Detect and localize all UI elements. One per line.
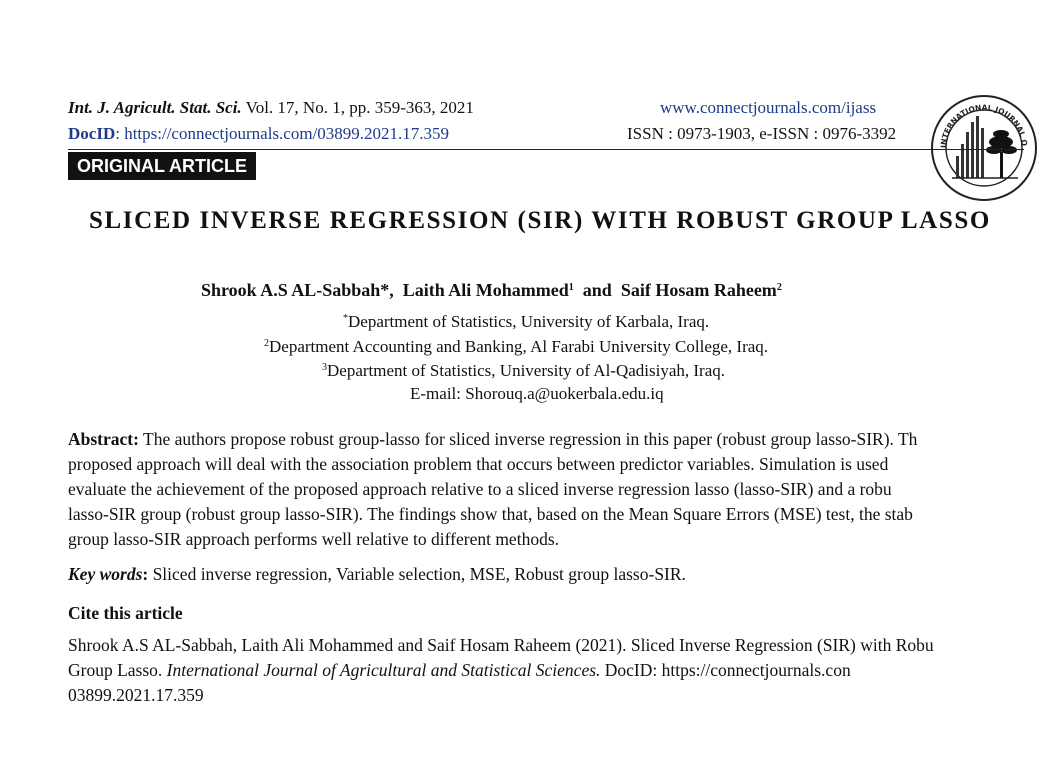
abstract-line-4: lasso-SIR group (robust group lasso-SIR). The findings show that, based on the Mean Square Errors (MSE) test, the stab xyxy=(68,504,913,524)
keywords-label: Key words xyxy=(68,564,143,584)
header-rule xyxy=(68,149,1024,150)
docid-label: DocID xyxy=(68,124,116,143)
cite-line-3: 03899.2021.17.359 xyxy=(68,685,204,705)
author-2: Laith Ali Mohammed xyxy=(402,280,569,300)
abstract-text: The authors propose robust group-lasso for sliced inverse regression in this paper (robust group lasso-SIR). Th xyxy=(143,429,918,449)
affiliation-mark: 3 xyxy=(322,362,327,373)
affiliation-mark: * xyxy=(343,313,348,324)
keywords-line xyxy=(68,562,686,587)
journal-citation xyxy=(68,98,474,118)
cite-line-1: Shrook A.S AL-Sabbah, Laith Ali Mohammed and Saif Hosam Raheem (2021). Sliced Inverse Regression (SIR) with Robu xyxy=(68,635,934,655)
affiliation-2 xyxy=(264,337,768,357)
affiliation-text: Department of Statistics, University of Al-Qadisiyah, Iraq. xyxy=(327,361,725,380)
keywords-colon: : xyxy=(142,564,149,584)
author-list xyxy=(201,280,782,301)
cite-docid[interactable]: DocID: https://connectjournals.con xyxy=(600,660,851,680)
affiliation-mark: 2 xyxy=(264,338,269,349)
abstract-line-5: group lasso-SIR approach performs well relative to different methods. xyxy=(68,529,559,549)
logo-ring-text: INTERNATIONAL JOURNAL O xyxy=(938,102,1030,149)
author-3-affiliation-mark: 2 xyxy=(776,282,782,293)
journal-seal-icon xyxy=(928,92,1040,204)
journal-website-link[interactable]: www.connectjournals.com/ijass xyxy=(660,98,877,117)
author-3: Saif Hosam Raheem xyxy=(620,280,777,300)
author-1: Shrook A.S AL-Sabbah*, xyxy=(201,280,394,300)
abstract-label: Abstract: xyxy=(68,429,139,449)
issn-info: ISSN : 0973-1903, e-ISSN : 0976-3392 xyxy=(627,124,897,143)
corresponding-email[interactable]: E-mail: Shorouq.a@uokerbala.edu.iq xyxy=(410,384,664,403)
journal-logo xyxy=(928,92,1040,204)
cite-journal-name: International Journal of Agricultural and Statistical Sciences. xyxy=(166,660,601,680)
cite-line-2 xyxy=(68,658,851,683)
affiliation-3 xyxy=(322,361,725,381)
affiliation-text: Department Accounting and Banking, Al Farabi University College, Iraq. xyxy=(269,337,769,356)
docid-link[interactable]: : https://connectjournals.com/03899.2021.17.359 xyxy=(115,124,450,143)
affiliation-1 xyxy=(343,312,709,332)
journal-abbreviation: Int. J. Agricult. Stat. Sci. xyxy=(68,98,242,117)
cite-heading: Cite this article xyxy=(68,603,183,623)
abstract-line-2: proposed approach will deal with the association problem that occurs between predictor variables. Simulation is used xyxy=(68,454,889,474)
paper-title: SLICED INVERSE REGRESSION (SIR) WITH ROBUST GROUP LASSO xyxy=(89,207,991,234)
affiliation-text: Department of Statistics, University of Karbala, Iraq. xyxy=(348,312,710,331)
volume-info: Vol. 17, No. 1, pp. 359-363, 2021 xyxy=(241,98,474,117)
cite-text: Group Lasso. xyxy=(68,660,167,680)
author-conjunction: and xyxy=(582,280,612,300)
abstract-line-1 xyxy=(68,427,917,452)
author-2-affiliation-mark: 1 xyxy=(568,282,574,293)
keywords-text: Sliced inverse regression, Variable selection, MSE, Robust group lasso-SIR. xyxy=(148,564,686,584)
docid-line xyxy=(68,124,449,144)
article-type-badge: ORIGINAL ARTICLE xyxy=(68,152,256,180)
abstract-line-3: evaluate the achievement of the proposed approach relative to a sliced inverse regression lasso (lasso-SIR) and a robu xyxy=(68,479,892,499)
